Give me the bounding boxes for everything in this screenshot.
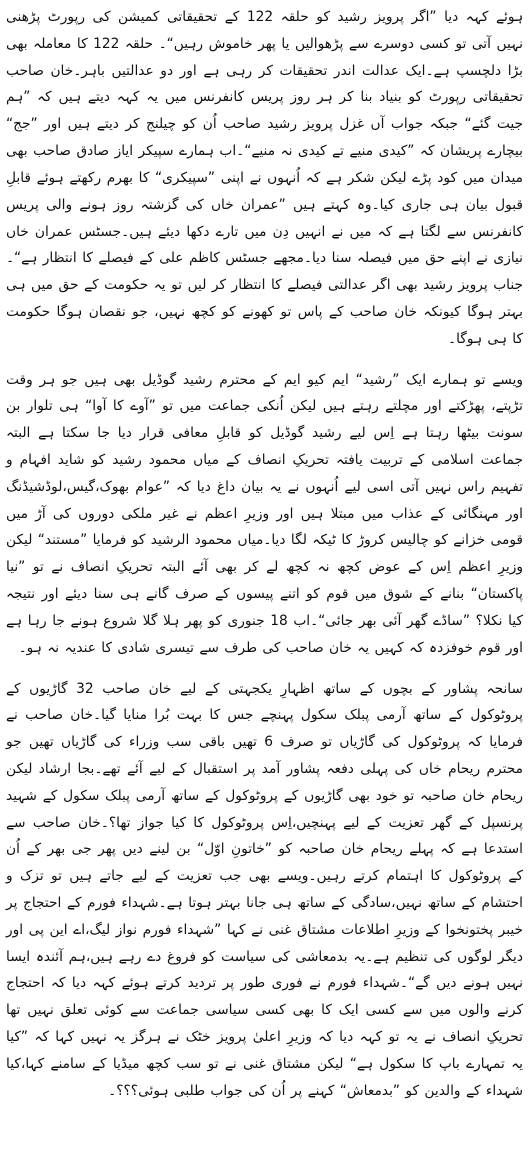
article-paragraph-3: سانحہ پشاور کے بچوں کے ساتھ اظہارِ یکجہتی کے لیے خان صاحب 32 گاڑیوں کے پروٹوکول کے ساتھ آرمی پبلک سکول پہنچے جس کا بہت بُرا منایا گیا۔خان صاحب نے فرمایا کہ پروٹوکول کی گاڑیاں تو صرف 6 تھیں باقی سب وزراء کی گاڑیاں تھیں جو محترم ریحام خاں کی پہلی دفعہ پشاور آمد پر استقبال کے لیے آئے تھے۔بجا ارشاد لیکن ریحام خان صاحبہ تو خود بھی گاڑیوں کے پروٹوکول کے ساتھ آرمی پبلک سکول کے شہید پرنسپل کے گھر تعزیت کے لیے پہنچیں،اِس پروٹوکول کا کیا جواز تھا؟۔خان صاحب سے استدعا ہے کہ پہلے ریحام خان صاحبہ کو ”خاتونِ اوّل“ بن لینے دیں پھر جی بھر کے اُن کے پروٹوکول کا اہتمام کرتے رہیں۔ویسے بھی جب تعزیت کے لیے جاتے ہیں تو تزک و احتشام کے ساتھ نہیں،سادگی کے ساتھ ہی جانا بہتر ہوتا ہے۔شہداء فورم کے احتجاج پر خیبر پختونخوا کے وزیرِ اطلاعات مشتاق غنی نے کہا ”شہداء فورم نواز لیگ،اے این پی اور دیگر لوگوں کی تنظیم ہے۔یہ بدمعاشی کی سیاست کو فروغ دے رہے ہیں،ہم آئندہ ایسا نہیں ہونے دیں گے“۔شہداء فورم نے فوری طور پر تردید کرتے ہوئے کہہ دیا کہ احتجاج کرنے والوں میں سے کسی ایک کا بھی کسی سیاسی جماعت سے کوئی تعلق نہیں تھا تحریکِ انصاف نے یہ تو کہہ دیا کہ وزیرِ اعلیٰ پرویز خٹک نے ہرگز یہ نہیں کہا کہ ”کیا یہ تمہارے باپ کا سکول ہے“ لیکن مشتاق غنی نے تو سب کچھ میڈیا کے سامنے کہا،کیا شہداء کے والدین کو ”بدمعاش“ کہنے پر اُن کی جواب طلبی ہوئی؟؟؟۔ [6, 680, 524, 1099]
article-paragraph-2: ویسے تو ہمارے ایک ”رشید“ ایم کیو ایم کے محترم رشید گوڈیل بھی ہیں جو ہر وقت تڑپتے، پھڑکتے اور مچلتے رہتے ہیں لیکن اُنکی جماعت میں تو ”آوے کا آوا“ ہی تلوار بن سونت بیٹھا رہتا ہے اِس لیے رشید گوڈیل کو قابلِ معافی قرار دیا جا سکتا ہے البتہ جماعت اسلامی کے تربیت یافتہ تحریکِ انصاف کے میاں محمود رشید کو شاید افہام و تفہیم راس نہیں آتی اسی لیے اُنہوں نے یہ بیان داغ دیا کہ ”عوام بھوک،گیس،لوڈشیڈنگ اور مہنگائی کے عذاب میں مبتلا ہیں اور وزیرِ اعظم نے غیر ملکی دوروں کی آڑ میں قومی خزانے کو چالیس کروڑ کا ٹیکہ لگا دیا۔میاں محمود الرشید کو فرمایا ”مستند“ لیکن وزیرِ اعظم اِس کے عوض کچھ نہ کچھ لے کر بھی آئے البتہ تحریکِ انصاف نے تو ”نیا پاکستان“ بنانے کے شوق میں قوم کو اتنے پیسوں کے صرف گانے ہی سنا دیئے اور نتیجہ کیا نکلا؟ ”ساڈے گھر آئی بھر جائی“۔اب 18 جنوری کو پھر ہلا گلا شروع ہونے جا رہا ہے اور قوم خوفزدہ کہ کہیں یہ خان صاحب کی طرف سے تیسری شادی کا عندیہ نہ ہو۔ [6, 371, 523, 656]
article-paragraph-1: ہوئے کہہ دیا ”اگر پرویز رشید کو حلقہ 122 کے تحقیقاتی کمیشن کی رپورٹ پڑھنی نہیں آتی تو کسی دوسرے سے پڑھوالیں یا پھر خاموش رہیں“۔ حلقہ 122 کا معاملہ بھی بڑا دلچسپ ہے۔ایک عدالت اندر تحقیقات کر رہی ہے اور دو عدالتیں باہر۔خان صاحب تحقیقاتی رپورٹ کو بنیاد بنا کر ہر روز پریس کانفرنس میں یہ کہہ دیتے ہیں کہ ”ہم جیت گئے“ جبکہ جواب آں غزل پرویز رشید صاحب اُن کو چیلنج کر دیتے ہیں اور ”جج“ بیچارے پریشان کہ ”کیدی منیے تے کیدی نہ منیے“۔اب ہمارے سپیکر ایاز صادق صاحب بھی میدان میں کود پڑے لیکن شکر ہے کہ اُنہوں نے اپنی ”سپیکری“ کا بھرم رکھتے ہوئے قابلِ قبول بیان ہی جاری کیا۔وہ کہتے ہیں ”عمران خاں کی گزشتہ روز ہونے والی پریس کانفرنس سے لگتا ہے کہ میں نے انہیں دِن میں تارے دکھا دیئے ہیں۔جسٹس عمران خاں نیازی نے اپنے حق میں فیصلہ سنا دیا۔مجھے جسٹس کاظم علی کے فیصلے کا انتظار ہے“۔جناب پرویز رشید بھی اگر عدالتی فیصلے کا انتظار کر لیں تو یہ حکومت کے حق میں ہی بہتر ہوگا کیونکہ خان صاحب کے پاس تو کھونے کو کچھ نہیں، جو نقصان ہوگا حکومت کا ہی ہوگا۔ [6, 9, 523, 347]
article-body [6, 4, 523, 1119]
